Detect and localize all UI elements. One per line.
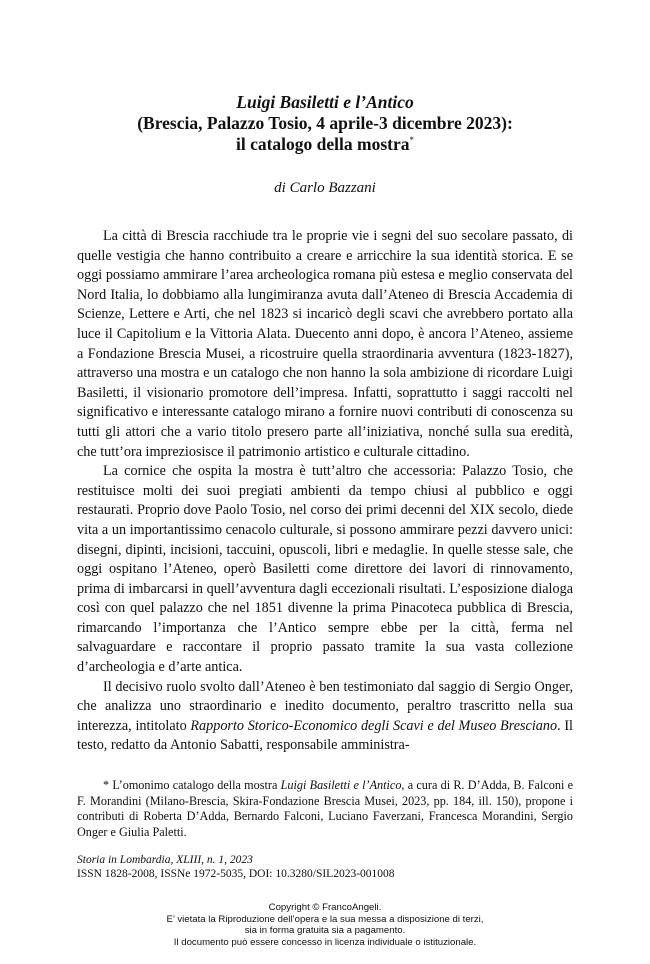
title-line-1: Luigi Basiletti e l’Antico <box>236 92 414 112</box>
copyright-line-3: sia in forma gratuita sia a pagamento. <box>244 925 406 937</box>
copyright-line-4: Il documento può essere concesso in licenza individuale o istituzionale. <box>173 936 477 948</box>
copyright-line-2: E’ vietata la Riproduzione dell’opera e la sua messa a disposizione di terzi, <box>166 913 484 925</box>
copyright-line-1: Copyright © FrancoAngeli. <box>268 902 382 913</box>
article-title <box>77 92 573 155</box>
footnote-marker: * <box>103 778 110 793</box>
footnote-italic-title: Luigi Basiletti e l’Antico <box>280 778 402 793</box>
title-line-3 <box>77 134 573 155</box>
copyright-notice <box>0 902 650 948</box>
footnote <box>77 778 573 840</box>
title-line-2: (Brescia, Palazzo Tosio, 4 aprile-3 dicembre 2023): <box>137 113 513 133</box>
title-line-3-text: il catalogo della mostra <box>235 134 410 154</box>
paragraph-3-italic-title: Rapporto Storico-Economico degli Scavi e del Museo Bresciano <box>190 717 558 734</box>
paragraph-1: La città di Brescia racchiude tra le proprie vie i segni del suo secolare passato, di quelle vestigia che hanno contribuito a creare e arricchire la sua identità storica. E se oggi possiamo ammirare l’area archeologica romana più estesa e meglio conservata del Nord Italia, lo dobbiamo alla lungimiranza avuta dall’Ateneo di Brescia Accademia di Scienze, Lettere e Arti, che nel 1823 si incaricò degli scavi che avrebbero portato alla luce il Capitolium e la Vittoria Alata. Duecento anni dopo, è ancora l’Ateneo, assieme a Fondazione Brescia Musei, a ricostruire quella straordinaria avventura (1823-1827), attraverso una mostra e un catalogo che non hanno la sola ambizione di ricordare Luigi Basiletti, il visionario promotore dell’impresa. Infatti, soprattutto i saggi raccolti nel significativo e interessante catalogo mirano a fornire nuovi contributi di conoscenza su tutti gli attori che a vario titolo presero parte all’iniziativa, nonché sulla sua eredità, che tutt’ora impreziosisce il patrimonio artistico e culturale cittadino. <box>77 228 573 460</box>
article-page <box>77 0 573 881</box>
paragraph-3-start: Il decisivo ruolo svolto dall’Ateneo è ben testimoniato dal saggio di Sergio Onger, che analizza uno straordinario e inedito documento, peraltro trascritto nella sua interezza, intitolato <box>77 678 573 734</box>
footnote-part-1: L’omonimo catalogo della mostra <box>109 778 281 793</box>
journal-citation: Storia in Lombardia, XLIII, n. 1, 2023 <box>77 854 253 867</box>
journal-issn-doi: ISSN 1828-2008, ISSNe 1972-5035, DOI: 10.3280/SIL2023-001008 <box>77 868 395 881</box>
article-body <box>77 227 573 756</box>
footnote-part-2: , a cura di R. D’Adda, B. Falconi e F. Morandini (Milano-Brescia, Skira-Fondazione Brescia Musei, 2023, pp. 184, ill. 150), propone i contributi di Roberta D’Adda, Bernardo Falconi, Luciano Faverzani, Francesca Morandini, Sergio Onger e Giulia Paletti. <box>77 778 573 839</box>
journal-info <box>77 853 573 881</box>
paragraph-3-end: . Il testo, redatto da Antonio Sabatti, responsabile amministra- <box>77 717 573 754</box>
title-footnote-marker[interactable]: * <box>409 135 414 146</box>
paragraph-2: La cornice che ospita la mostra è tutt’altro che accessoria: Palazzo Tosio, che restituisce molti dei suoi pregiati ambienti da tempo chiusi al pubblico e oggi restaurati. Proprio dove Paolo Tosio, nel corso dei primi decenni del XIX secolo, diede vita a un importantissimo cenacolo culturale, si possono ammirare pezzi davvero unici: disegni, dipinti, incisioni, taccuini, opuscoli, libri e medaglie. In quelle stesse sale, che oggi ospitano l’Ateneo, operò Basiletti come direttore dei lavori di rinnovamento, prima di imbarcarsi in quell’avventura dagli eccezionali risultati. L’esposizione dialoga così con quel palazzo che nel 1851 divenne la prima Pinacoteca pubblica di Brescia, rimarcando l’importanza che l’Antico sempre ebbe per la città, ferma nel salvaguardare e raccontare il proprio passato tramite la sua vasta collezione d’archeologia e d’arte antica. <box>77 463 573 676</box>
footnote-text <box>77 778 573 840</box>
author-byline: di Carlo Bazzani <box>274 180 376 196</box>
paragraph-3 <box>77 678 573 756</box>
